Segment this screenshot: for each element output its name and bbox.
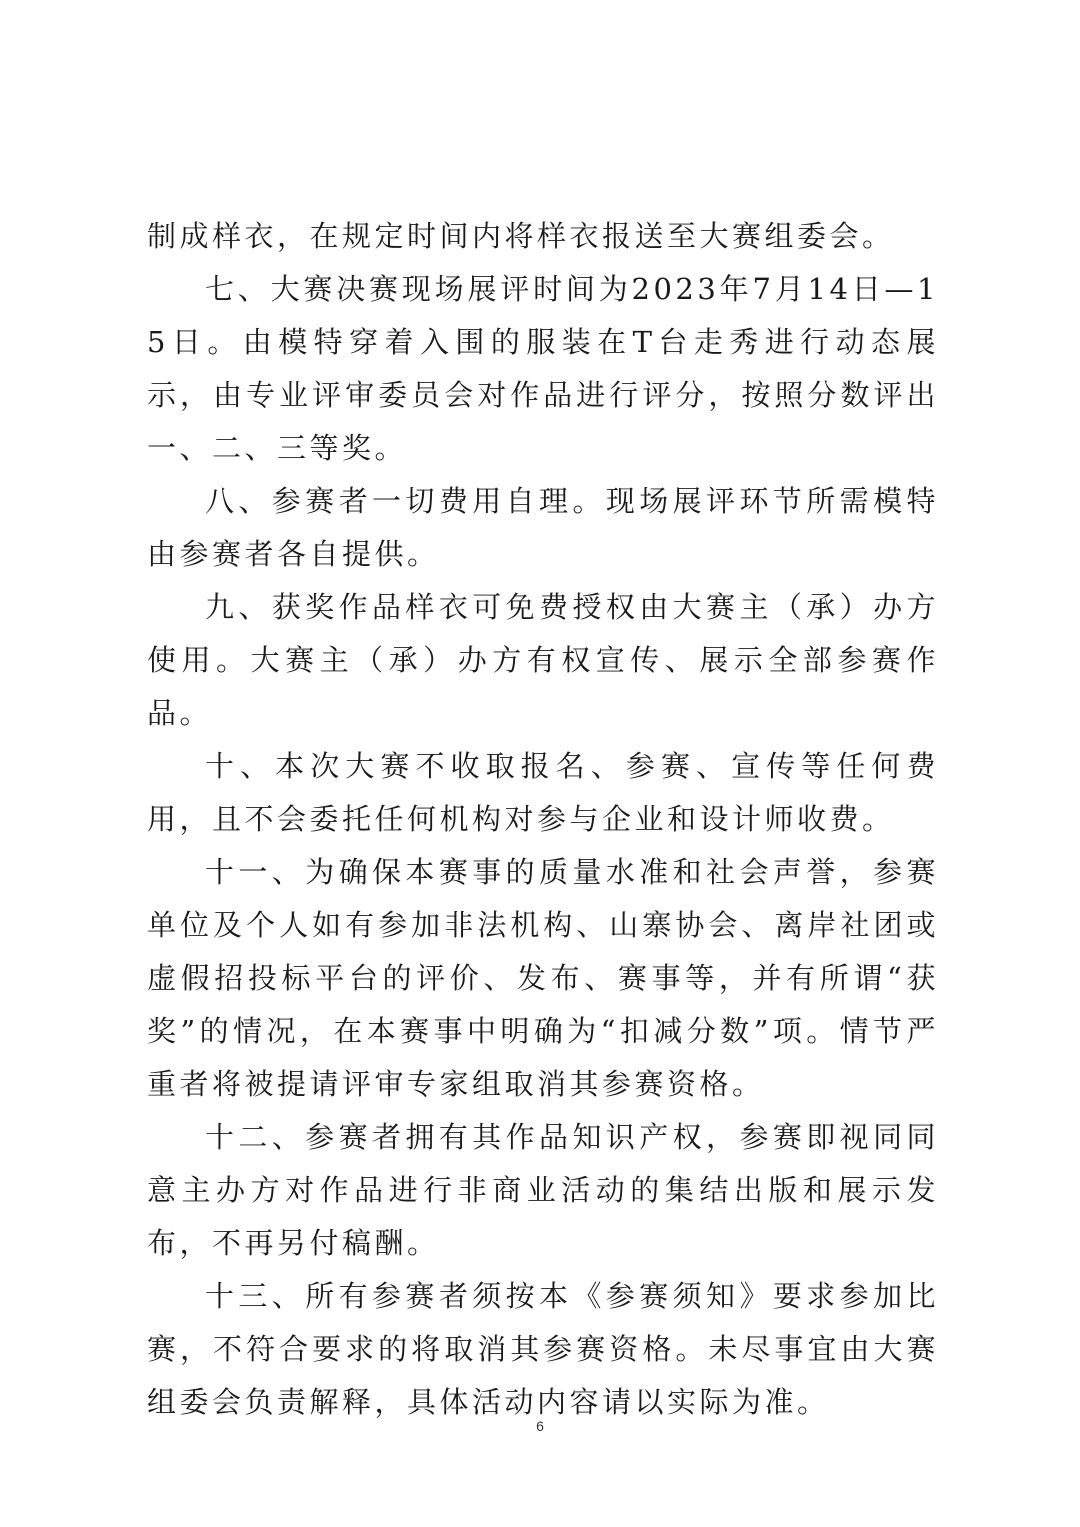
page-number: 6 xyxy=(536,1418,544,1434)
paragraph-item-11: 十一、为确保本赛事的质量水准和社会声誉，参赛单位及个人如有参加非法机构、山寨协会、离岸社团或虚假招投标平台的评价、发布、赛事等，并有所谓“获奖”的情况，在本赛事中明确为“扣减分数”项。情节严重者将被提请评审专家组取消其参赛资格。 xyxy=(147,855,939,1101)
paragraph-continuation: 制成样衣，在规定时间内将样衣报送至大赛组委会。 xyxy=(147,219,895,253)
paragraph-item-10: 十、本次大赛不收取报名、参赛、宣传等任何费用，且不会委托任何机构对参与企业和设计师收费。 xyxy=(147,749,939,836)
paragraph-item-9: 九、获奖作品样衣可免费授权由大赛主（承）办方使用。大赛主（承）办方有权宣传、展示全部参赛作品。 xyxy=(147,590,939,730)
paragraph-item-7: 七、大赛决赛现场展评时间为2023年7月14日—15日。由模特穿着入围的服装在T台走秀进行动态展示，由专业评审委员会对作品进行评分，按照分数评出一、二、三等奖。 xyxy=(147,272,939,465)
paragraph-item-8: 八、参赛者一切费用自理。现场展评环节所需模特由参赛者各自提供。 xyxy=(147,484,939,571)
paragraph-item-13: 十三、所有参赛者须按本《参赛须知》要求参加比赛，不符合要求的将取消其参赛资格。未尽事宜由大赛组委会负责解释，具体活动内容请以实际为准。 xyxy=(147,1279,939,1419)
paragraph-item-12: 十二、参赛者拥有其作品知识产权，参赛即视同同意主办方对作品进行非商业活动的集结出版和展示发布，不再另付稿酬。 xyxy=(147,1120,939,1260)
document-body xyxy=(147,210,939,1429)
